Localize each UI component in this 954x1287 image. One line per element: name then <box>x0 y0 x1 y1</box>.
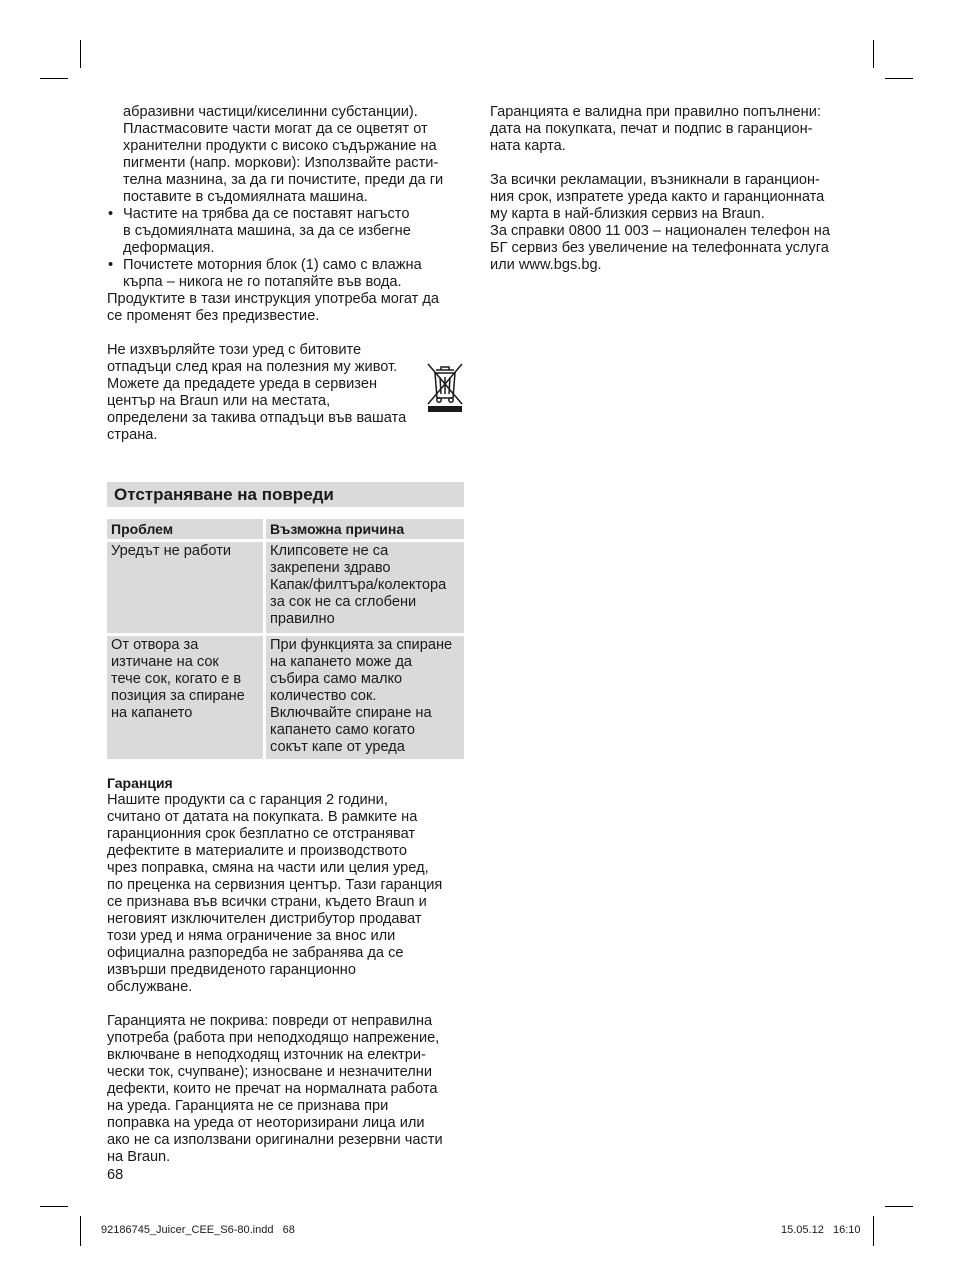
claims-info: За всички рекламации, възникнали в гаранцион- ния срок, изпратете уреда както и гаранционната му карта в най-близкия сервиз на Braun. За справки 0800 11 003 – национален телефон на БГ сервиз без увеличение на телефонната услуга или www.bgs.bg. <box>490 172 830 273</box>
warranty-section <box>107 775 467 1166</box>
cleaning-bullets <box>107 206 467 291</box>
crop-mark <box>885 1206 913 1207</box>
disposal-notice: Не изхвърляйте този уред с битовите отпадъци след края на полезния му живот. Можете да предадете уреда в сервизен център на Braun или на местата, определени за такива отпадъци във вашата страна. <box>107 342 407 443</box>
list-item: • Почистете моторния блок (1) само с влажна кърпа – никога не го потапяйте във вода. <box>107 257 467 291</box>
left-column-top <box>107 104 467 444</box>
warranty-exclusions: Гаранцията не покрива: повреди от неправилна употреба (работа при неподходящо напрежение, включване в неподходящ източник на електри- чески ток, счупване); износване и незначителни дефекти, които не пречат на нормалната работа на уреда. Гаранцията не се признава при поправка на уреда от неоторизирани лица или ако не са използвани оригинални резервни части на Braun. <box>107 1013 443 1165</box>
warranty-heading: Гаранция <box>107 775 173 791</box>
troubleshooting-table <box>107 519 464 759</box>
column-header-problem: Проблем <box>107 519 266 542</box>
crossed-out-wheelie-bin-icon <box>424 360 466 414</box>
table-header-row <box>107 519 464 542</box>
crop-mark <box>80 1216 81 1246</box>
problem-cell: Уредът не работи <box>107 542 266 636</box>
footer-timestamp: 15.05.12 16:10 <box>781 1224 861 1236</box>
column-header-cause: Възможна причина <box>266 519 464 542</box>
crop-mark <box>873 40 874 68</box>
page-number: 68 <box>107 1167 124 1183</box>
cause-cell: При функцията за спиране на капането може да събира само малко количество сок. Включвайте спиране на капането само когато сокът капе от уреда <box>266 636 464 759</box>
intro-continuation: абразивни частици/киселинни субстанции). Пластмасовите части могат да се оцветят от хранителни продукти с високо съдържание на пигменти (напр. моркови): Използвайте расти- телна мазнина, за да ги почистите, преди да ги поставите в съдомиялната машина. <box>123 104 444 205</box>
problem-cell: От отвора за изтичане на сок тече сок, когато е в позиция за спиране на капането <box>107 636 266 759</box>
section-heading-troubleshooting: Отстраняване на повреди <box>107 482 464 507</box>
crop-mark <box>40 1206 68 1207</box>
table-row <box>107 636 464 759</box>
crop-mark <box>40 78 68 79</box>
warranty-validity: Гаранцията е валидна при правилно попълнени: дата на покупката, печат и подпис в гаранцион- ната карта. <box>490 104 821 154</box>
table-row <box>107 542 464 636</box>
crop-mark <box>885 78 913 79</box>
right-column <box>490 104 860 274</box>
crop-mark <box>80 40 81 68</box>
warranty-paragraph: Нашите продукти са с гаранция 2 години, считано от датата на покупката. В рамките на гаранционния срок безплатно се отстраняват дефектите в материалите и производството чрез поправка, смяна на части или целия уред, по преценка на сервизния център. Тази гаранция се признава във всички страни, където Braun и неговият изключителен дистрибутор продават този уред и няма ограничение за внос или официална разпоредба не забранява да се извърши предвиденото гаранционно обслужване. <box>107 792 443 995</box>
crop-mark <box>873 1216 874 1246</box>
list-item: • Частите на трябва да се поставят нагъсто в съдомиялната машина, за да се избегне деформация. <box>107 206 467 257</box>
cause-cell: Клипсовете не са закрепени здраво Капак/филтъра/колектора за сок не са сглобени правилно <box>266 542 464 636</box>
change-notice: Продуктите в тази инструкция употреба могат да се променят без предизвестие. <box>107 291 440 324</box>
footer-file-name: 92186745_Juicer_CEE_S6-80.indd 68 <box>101 1224 295 1236</box>
